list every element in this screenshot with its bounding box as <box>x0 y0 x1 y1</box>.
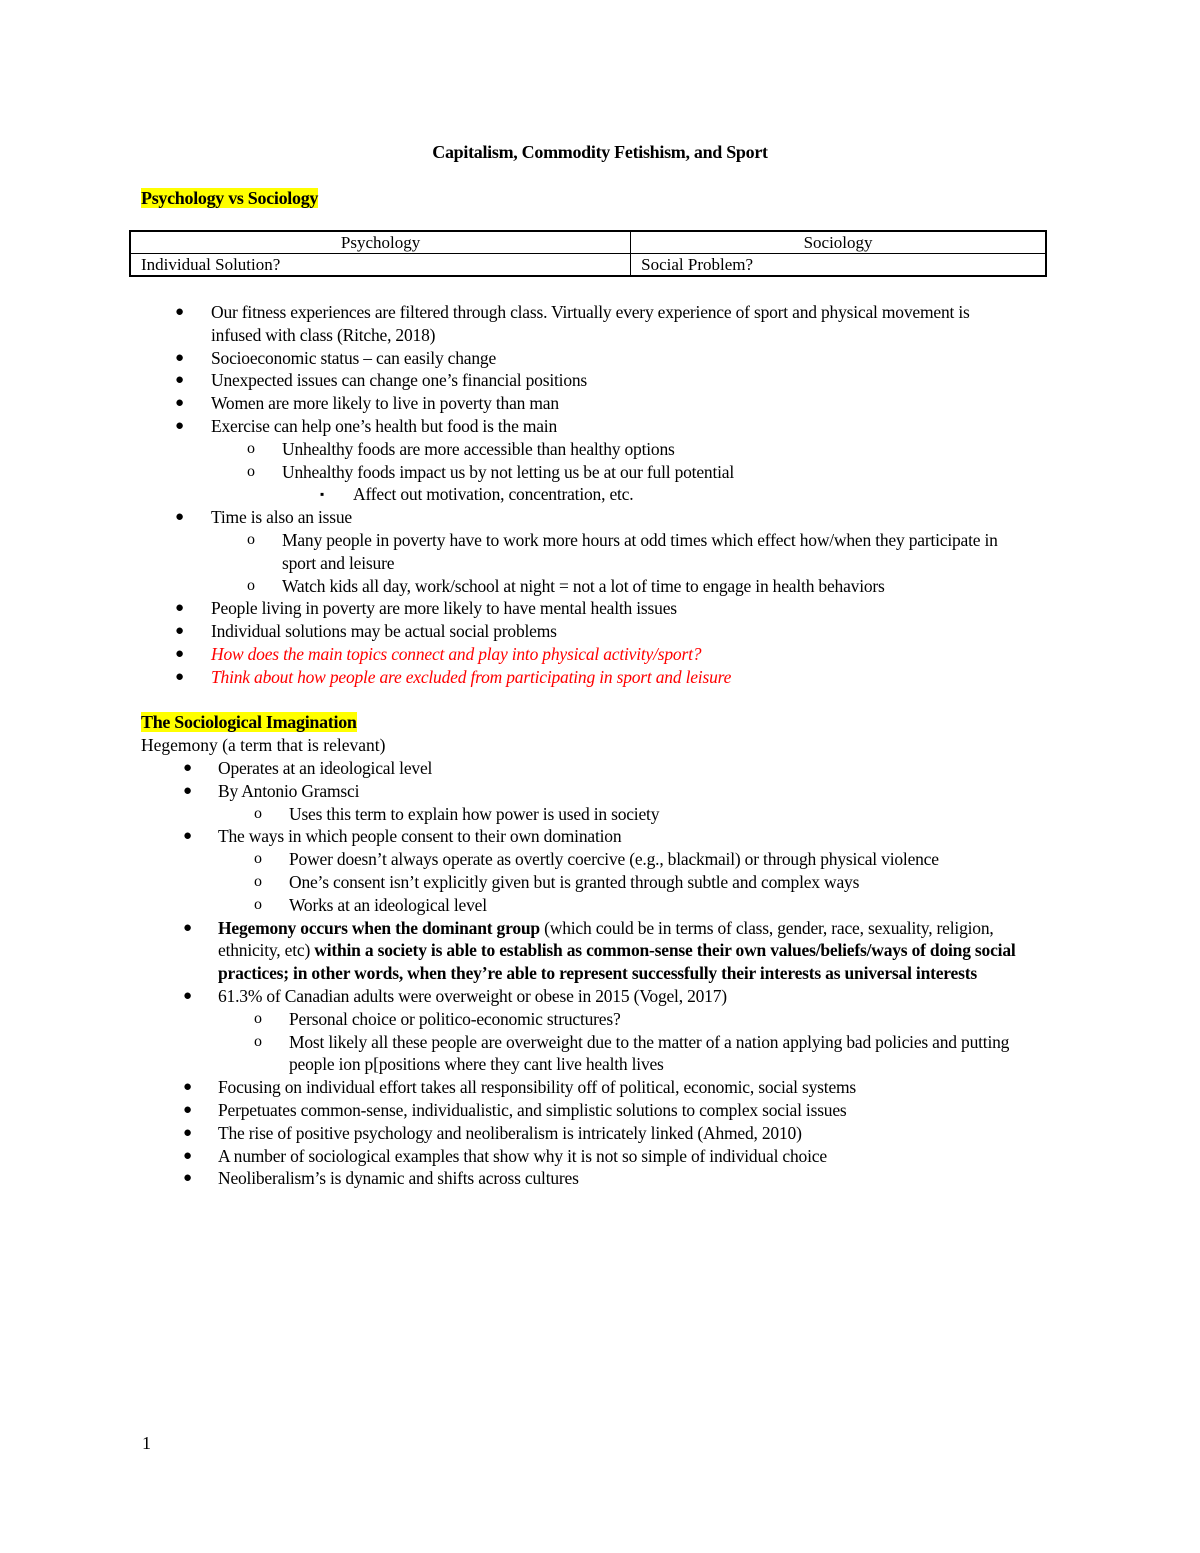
list-item <box>0 301 1000 347</box>
list-item <box>0 1145 1050 1168</box>
bullet-dot-icon: ● <box>183 760 192 776</box>
bullet-dot-icon: ● <box>183 1101 192 1118</box>
highlighted-heading: Psychology vs Sociology <box>141 188 319 208</box>
list-item-text: Women are more likely to live in poverty than man <box>211 393 559 414</box>
bullet-circle-icon: o <box>254 850 262 868</box>
list-item-text: Many people in poverty have to work more hours at odd times which effect how/when they participate in sport and leisure <box>282 529 998 573</box>
table-cell: Social Problem? <box>631 254 1046 277</box>
bullet-dot-icon: ● <box>175 349 184 366</box>
list-item-text: 61.3% of Canadian adults were overweight or obese in 2015 (Vogel, 2017) <box>218 985 727 1006</box>
list-item-text: Neoliberalism’s is dynamic and shifts across cultures <box>218 1168 579 1189</box>
list-item-text: Operates at an ideological level <box>218 758 433 778</box>
list-item <box>0 871 1050 894</box>
bullet-circle-icon: o <box>254 804 262 822</box>
list-item <box>0 1167 1050 1190</box>
list-item <box>0 461 1000 484</box>
list-item-text: A number of sociological examples that show why it is not so simple of individual choice <box>218 1145 827 1166</box>
bullet-square-icon: ▪ <box>320 487 325 502</box>
bold-text: Hegemony occurs when the dominant group <box>218 917 540 938</box>
bullet-dot-icon: ● <box>183 828 192 845</box>
list-item-text: Think about how people are excluded from participating in sport and leisure <box>211 666 732 687</box>
list-item <box>0 780 1050 803</box>
comparison-table <box>129 230 1047 277</box>
list-item <box>0 415 1000 438</box>
bullet-circle-icon: o <box>247 462 255 480</box>
list-item-text: The ways in which people consent to their own domination <box>218 826 622 847</box>
list-item-text: Unexpected issues can change one’s financial positions <box>211 370 588 391</box>
list-item-text: How does the main topics connect and play into physical activity/sport? <box>211 643 702 664</box>
list-item <box>0 803 1050 826</box>
list-item <box>0 985 1050 1008</box>
list-item <box>0 1008 1050 1031</box>
bullet-dot-icon: ● <box>175 372 184 389</box>
bullet-dot-icon: ● <box>183 782 192 799</box>
list-item <box>0 506 1000 529</box>
text: (which could be in terms of class, gender, race, sexuality, religion, ethnicity, etc) <box>218 917 994 961</box>
list-item-text: One’s consent isn’t explicitly given but is granted through subtle and complex ways <box>289 871 860 892</box>
table-header-cell: Sociology <box>631 231 1046 254</box>
bullet-dot-icon: ● <box>175 668 184 685</box>
bullet-dot-icon: ● <box>175 623 184 640</box>
bullet-circle-icon: o <box>254 1009 262 1027</box>
list-item <box>0 347 1000 370</box>
list-item-text: Works at an ideological level <box>289 894 487 915</box>
list-item <box>0 620 1000 643</box>
table-header-row <box>130 231 1046 254</box>
bullet-dot-icon: ● <box>183 1124 192 1141</box>
list-item <box>0 483 1000 506</box>
bullet-circle-icon: o <box>254 895 262 913</box>
list-item <box>0 1099 1050 1122</box>
bullet-dot-icon: ● <box>183 1079 192 1096</box>
list-item-text: Unhealthy foods impact us by not letting us be at our full potential <box>282 461 735 482</box>
bullet-circle-icon: o <box>247 530 255 548</box>
list-item-text: Perpetuates common-sense, individualistic, and simplistic solutions to complex social issues <box>218 1099 847 1120</box>
list-item <box>0 597 1000 620</box>
list-item-text: The rise of positive psychology and neoliberalism is intricately linked (Ahmed, 2010) <box>218 1122 802 1143</box>
list-item <box>0 825 1050 848</box>
page-number: 1 <box>142 1433 151 1453</box>
list-item <box>0 392 1000 415</box>
table-cell: Individual Solution? <box>130 254 631 277</box>
bullet-circle-icon: o <box>254 872 262 890</box>
bullet-list-section2 <box>0 757 1050 1190</box>
bullet-dot-icon: ● <box>175 509 184 526</box>
list-item <box>0 894 1050 917</box>
list-item-text: Watch kids all day, work/school at night = not a lot of time to engage in health behaviors <box>282 575 885 596</box>
bullet-dot-icon: ● <box>183 1170 192 1187</box>
list-item-text: By Antonio Gramsci <box>218 780 360 801</box>
list-item <box>0 1122 1050 1145</box>
bullet-dot-icon: ● <box>175 304 184 320</box>
bullet-circle-icon: o <box>247 576 255 594</box>
bullet-dot-icon: ● <box>183 919 192 936</box>
bullet-dot-icon: ● <box>175 395 184 412</box>
bullet-list-section1 <box>0 301 1000 689</box>
bold-text: within a society is able to establish as common-sense their own values/beliefs/ways of doing social practices; in other words, when they’re able to represent successfully their interests as universal interests <box>218 940 1016 984</box>
list-item-text: Focusing on individual effort takes all responsibility off of political, economic, social systems <box>218 1077 857 1098</box>
list-item <box>0 369 1000 392</box>
document-title: Capitalism, Commodity Fetishism, and Sport <box>432 142 768 162</box>
table-row <box>130 254 1046 277</box>
table-header-cell: Psychology <box>130 231 631 254</box>
list-item <box>0 643 1000 666</box>
bullet-circle-icon: o <box>254 1032 262 1050</box>
section-heading-psychology-vs-sociology <box>141 188 318 209</box>
list-item <box>0 917 1050 985</box>
list-item-text: Uses this term to explain how power is used in society <box>289 803 660 824</box>
section-intro: Hegemony (a term that is relevant) <box>141 735 386 755</box>
bullet-dot-icon: ● <box>175 645 184 662</box>
list-item-text: Time is also an issue <box>211 507 352 528</box>
list-item-text: Socioeconomic status – can easily change <box>211 347 497 368</box>
list-item-text: Unhealthy foods are more accessible than healthy options <box>282 438 675 459</box>
section-heading-sociological-imagination <box>141 712 357 733</box>
list-item <box>0 1031 1050 1077</box>
list-item-text: Personal choice or politico-economic structures? <box>289 1008 621 1029</box>
list-item <box>0 529 1000 575</box>
bullet-dot-icon: ● <box>183 1147 192 1164</box>
list-item <box>0 848 1050 871</box>
list-item-text: Affect out motivation, concentration, etc. <box>353 484 634 505</box>
list-item-text: Power doesn’t always operate as overtly coercive (e.g., blackmail) or through physical violence <box>289 849 939 870</box>
list-item-text: Our fitness experiences are filtered through class. Virtually every experience of sport and physical movement is infused with class (Ritche, 2018) <box>211 302 970 345</box>
bullet-circle-icon: o <box>247 439 255 457</box>
bullet-dot-icon: ● <box>175 600 184 617</box>
bullet-dot-icon: ● <box>175 417 184 434</box>
list-item <box>0 575 1000 598</box>
list-item-text: Most likely all these people are overweight due to the matter of a nation applying bad policies and putting people ion p[positions where they cant live health lives <box>289 1031 1010 1075</box>
highlighted-heading: The Sociological Imagination <box>141 712 357 732</box>
list-item <box>0 438 1000 461</box>
list-item <box>0 1076 1050 1099</box>
list-item <box>0 757 1050 780</box>
list-item-text: People living in poverty are more likely to have mental health issues <box>211 598 677 619</box>
list-item-text: Exercise can help one’s health but food is the main <box>211 415 558 436</box>
list-item-text: Individual solutions may be actual social problems <box>211 621 557 642</box>
bullet-dot-icon: ● <box>183 987 192 1004</box>
list-item <box>0 666 1000 689</box>
